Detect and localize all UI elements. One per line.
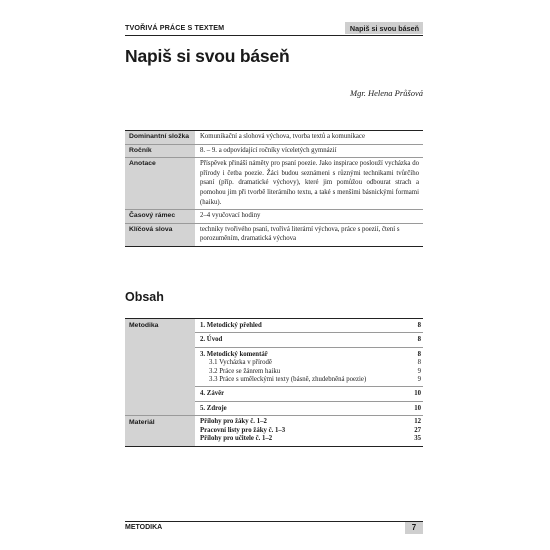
toc-entry [200, 376, 421, 384]
toc-entry [200, 322, 421, 330]
toc-label: Materiál [125, 416, 195, 446]
contents-heading: Obsah [125, 290, 164, 304]
toc-entry-page: 8 [417, 336, 421, 344]
toc-entry-title: Přílohy pro žáky č. 1–2 [200, 418, 267, 426]
toc-entry-page: 35 [414, 435, 421, 443]
toc-section [195, 348, 423, 388]
toc-entry [200, 427, 421, 435]
toc-entry [200, 390, 421, 398]
toc-entry [200, 368, 421, 376]
toc-entry-title: 4. Závěr [200, 390, 225, 398]
toc-entry-page: 10 [414, 390, 421, 398]
toc-entry-page: 10 [414, 404, 421, 412]
header-section: TVOŘIVÁ PRÁCE S TEXTEM [125, 23, 225, 32]
info-label: Anotace [125, 158, 195, 209]
info-label: Časový rámec [125, 210, 195, 223]
header-article-title: Napiš si svou báseň [345, 22, 423, 34]
info-label: Ročník [125, 145, 195, 158]
info-label: Klíčová slova [125, 224, 195, 246]
info-row-dominant [125, 131, 423, 145]
info-row-keywords [125, 224, 423, 246]
toc-entry-page: 12 [414, 418, 421, 426]
toc-section [195, 402, 423, 415]
info-value: Příspěvek přináší náměty pro psaní poezie. Jako inspirace poslouží vycházka do přírody i četba poezie. Žáci budou seznámeni s různými technikami tvůrčího psaní (příp. dramatické výchovy), které jim pomůžou odbourat strach a pomohou jim při tvorbě literárního textu, a také s menšími básnickými formami (haiku). [200, 160, 419, 206]
toc-entry-page: 9 [417, 376, 421, 384]
toc-section [195, 387, 423, 401]
toc-entry-page: 8 [417, 359, 421, 367]
toc-entry-page: 9 [417, 367, 421, 375]
page-number: 7 [405, 522, 423, 534]
page-title: Napiš si svou báseň [125, 46, 290, 66]
toc-entry-title: 3. Metodický komentář [200, 350, 268, 358]
toc-row-material [125, 416, 423, 446]
toc-entry-title: 3.2 Práce se žánrem haiku [209, 367, 281, 375]
toc-metodika-entries [195, 319, 423, 415]
toc-entry-title: Přílohy pro učitele č. 1–2 [200, 435, 273, 443]
info-label: Dominantní složka [125, 131, 195, 144]
info-row-annotation [125, 158, 423, 210]
contents-table [125, 318, 423, 447]
toc-entry-title: 1. Metodický přehled [200, 322, 262, 329]
info-value: Komunikační a slohová výchova, tvorba textů a komunikace [200, 133, 365, 140]
info-table [125, 130, 423, 247]
author: Mgr. Helena Průšová [350, 88, 423, 98]
toc-label: Metodika [125, 319, 195, 415]
toc-section [195, 319, 423, 333]
footer-label: METODIKA [125, 524, 163, 531]
info-value: 8. – 9. a odpovídající ročníky víceletých gymnázií [200, 146, 337, 154]
toc-entry [200, 351, 421, 359]
toc-entry [200, 405, 421, 413]
info-row-time [125, 210, 423, 224]
running-footer [125, 521, 423, 534]
toc-section [195, 333, 423, 347]
info-value: techniky tvořivého psaní, tvořivá literární výchova, práce s poezií, čtení s porozuměním, dramatická výchova [200, 225, 400, 243]
toc-entry-page: 27 [414, 426, 421, 434]
toc-entry [200, 418, 421, 426]
toc-entry [200, 359, 421, 367]
toc-entry-title: 2. Úvod [200, 336, 223, 344]
toc-row-metodika [125, 319, 423, 416]
toc-material-entries [195, 416, 423, 446]
toc-entry-title: Pracovní listy pro žáky č. 1–3 [200, 426, 286, 434]
info-value: 2–4 vyučovací hodiny [200, 212, 261, 220]
info-row-grade [125, 145, 423, 159]
running-header [125, 22, 423, 36]
toc-entry-title: 5. Zdroje [200, 404, 227, 412]
toc-entry-title: 3.1 Vycházka v přírodě [209, 359, 272, 367]
toc-entry-page: 8 [417, 322, 421, 329]
toc-entry [200, 336, 421, 344]
toc-entry [200, 435, 421, 443]
toc-entry-page: 8 [417, 350, 421, 358]
toc-entry-title: 3.3 Práce s uměleckými texty (básně, zhudebněná poezie) [209, 376, 367, 384]
